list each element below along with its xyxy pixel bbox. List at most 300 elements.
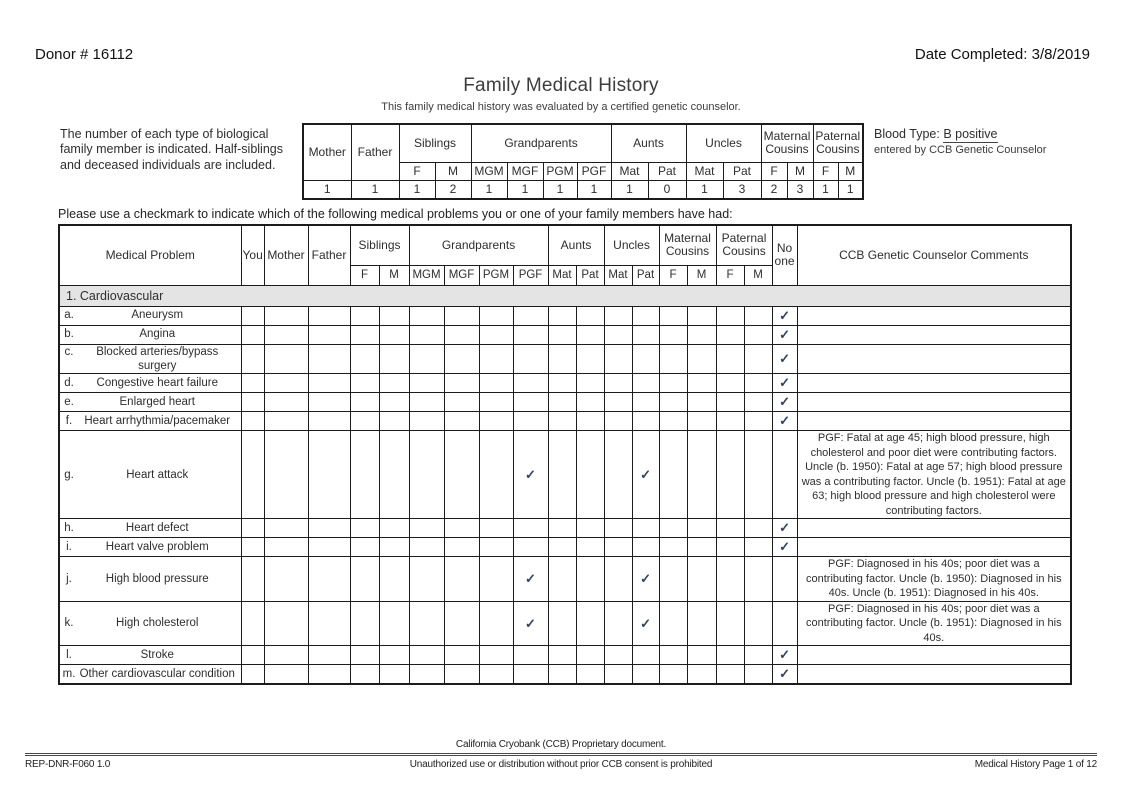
- check-cell: [241, 374, 264, 393]
- subcol-header: PGM: [479, 265, 513, 285]
- count-value: 1: [351, 180, 399, 199]
- check-cell: [308, 393, 350, 412]
- check-cell: [604, 306, 632, 325]
- check-cell: [687, 306, 716, 325]
- checkmark-icon: ✓: [779, 647, 790, 663]
- check-cell: [772, 601, 797, 646]
- check-cell: [409, 325, 444, 344]
- subcol-header: M: [744, 265, 772, 285]
- check-cell: [604, 646, 632, 665]
- check-cell: [604, 519, 632, 538]
- problem-letter: f.: [65, 415, 73, 428]
- check-cell: [576, 325, 604, 344]
- check-cell: [308, 519, 350, 538]
- medical-problem-cell: [59, 325, 241, 344]
- check-cell: [659, 325, 687, 344]
- check-cell: [350, 665, 379, 684]
- medical-table-body: [59, 285, 1071, 684]
- check-cell: [548, 557, 576, 602]
- check-cell: [379, 325, 409, 344]
- check-cell: [772, 665, 797, 684]
- count-value: 1: [471, 180, 507, 199]
- check-cell: [576, 393, 604, 412]
- check-cell: [659, 665, 687, 684]
- medical-problem-cell: [59, 393, 241, 412]
- check-cell: [444, 601, 479, 646]
- check-cell: [350, 431, 379, 519]
- check-cell: [308, 374, 350, 393]
- check-cell: [576, 665, 604, 684]
- col-header-grandparents: Grandparents: [409, 225, 548, 265]
- check-cell: [632, 538, 659, 557]
- problem-label: Heart attack: [126, 468, 189, 481]
- check-cell: [479, 519, 513, 538]
- check-cell: [687, 601, 716, 646]
- check-cell: [513, 306, 548, 325]
- subcol-header: Pat: [648, 162, 686, 180]
- check-cell: [444, 412, 479, 431]
- check-cell: [379, 306, 409, 325]
- subcol-header: M: [787, 162, 813, 180]
- check-cell: [632, 374, 659, 393]
- check-cell: [379, 412, 409, 431]
- comment-cell: [797, 325, 1071, 344]
- subcol-header: F: [659, 265, 687, 285]
- donor-number: Donor # 16112: [35, 46, 134, 63]
- check-cell: [308, 601, 350, 646]
- check-cell: [241, 538, 264, 557]
- instruction-text: Please use a checkmark to indicate which of the following medical problems you or one of your family members have had:: [58, 207, 733, 221]
- check-cell: [744, 431, 772, 519]
- problem-label: Other cardiovascular condition: [79, 668, 235, 680]
- page-subtitle: This family medical history was evaluated by a certified genetic counselor.: [381, 101, 741, 113]
- check-cell: [409, 412, 444, 431]
- check-cell: [379, 374, 409, 393]
- medical-problem-cell: [59, 665, 241, 684]
- check-cell: [632, 325, 659, 344]
- document-header: [0, 0, 1122, 63]
- check-cell: [479, 412, 513, 431]
- checkmark-icon: ✓: [779, 394, 790, 410]
- check-cell: [264, 557, 308, 602]
- count-value: 3: [787, 180, 813, 199]
- check-cell: [264, 412, 308, 431]
- subcol-header: M: [838, 162, 863, 180]
- check-cell: [479, 431, 513, 519]
- check-cell: [513, 412, 548, 431]
- comment-cell: [797, 412, 1071, 431]
- check-cell: [444, 646, 479, 665]
- checkmark-icon: ✓: [779, 307, 790, 323]
- checkmark-icon: ✓: [640, 615, 651, 631]
- check-cell: [241, 412, 264, 431]
- problem-label: High blood pressure: [105, 572, 209, 585]
- check-cell: [241, 306, 264, 325]
- check-cell: [744, 601, 772, 646]
- check-cell: [687, 412, 716, 431]
- check-cell: [264, 538, 308, 557]
- check-cell: [350, 538, 379, 557]
- problem-label: Aneurysm: [131, 309, 184, 322]
- count-value: 3: [723, 180, 761, 199]
- check-cell: [632, 601, 659, 646]
- subcol-header: Mat: [686, 162, 723, 180]
- check-cell: [576, 374, 604, 393]
- subcol-header: M: [435, 162, 471, 180]
- table-row: [59, 325, 1071, 344]
- check-cell: [548, 665, 576, 684]
- check-cell: [632, 344, 659, 374]
- family-counts-table: [302, 123, 864, 200]
- check-cell: [513, 646, 548, 665]
- col-header-father: Father: [308, 225, 350, 285]
- problem-letter: b.: [64, 328, 74, 341]
- medical-problem-cell: [59, 374, 241, 393]
- check-cell: [772, 344, 797, 374]
- subcol-header: F: [716, 265, 744, 285]
- count-value: 1: [303, 180, 351, 199]
- check-cell: [716, 557, 744, 602]
- subcol-header: Pat: [723, 162, 761, 180]
- count-value: 2: [761, 180, 787, 199]
- subcol-header: MGF: [444, 265, 479, 285]
- check-cell: [308, 538, 350, 557]
- check-cell: [350, 306, 379, 325]
- count-value: 1: [686, 180, 723, 199]
- check-cell: [772, 538, 797, 557]
- checkmark-icon: ✓: [779, 413, 790, 429]
- check-cell: [687, 431, 716, 519]
- check-cell: [744, 665, 772, 684]
- blood-type-value: B positive: [943, 127, 998, 141]
- check-cell: [379, 431, 409, 519]
- check-cell: [659, 646, 687, 665]
- check-cell: [716, 519, 744, 538]
- check-cell: [744, 412, 772, 431]
- col-header-aunts: Aunts: [548, 225, 604, 265]
- check-cell: [308, 344, 350, 374]
- count-value: 1: [543, 180, 577, 199]
- check-cell: [744, 374, 772, 393]
- check-cell: [379, 538, 409, 557]
- problem-label: Heart defect: [125, 522, 189, 535]
- check-cell: [379, 665, 409, 684]
- medical-problem-cell: [59, 431, 241, 519]
- checkmark-icon: ✓: [779, 350, 790, 366]
- check-cell: [241, 646, 264, 665]
- medical-problem-cell: [59, 557, 241, 602]
- check-cell: [772, 306, 797, 325]
- check-cell: [772, 519, 797, 538]
- page-number: Medical History Page 1 of 12: [974, 759, 1097, 770]
- check-cell: [604, 665, 632, 684]
- col-header-mother: Mother: [264, 225, 308, 285]
- problem-letter: e.: [64, 396, 74, 409]
- form-code: REP-DNR-F060 1.0: [25, 759, 111, 770]
- check-cell: [479, 325, 513, 344]
- check-cell: [264, 374, 308, 393]
- check-cell: [308, 557, 350, 602]
- check-cell: [444, 557, 479, 602]
- check-cell: [308, 325, 350, 344]
- subcol-header: F: [350, 265, 379, 285]
- check-cell: [716, 306, 744, 325]
- page-title: Family Medical History: [463, 75, 659, 96]
- family-counts-intro: The number of each type of biological family member is indicated. Half-siblings and deceased individuals are included.: [60, 127, 283, 172]
- col-header-maternal-cousins: Maternal Cousins: [659, 225, 716, 265]
- count-value: 1: [611, 180, 648, 199]
- family-counts-section: [60, 123, 1122, 200]
- check-cell: [716, 374, 744, 393]
- check-cell: [444, 665, 479, 684]
- check-cell: [772, 374, 797, 393]
- col-header-no-one: No one: [772, 225, 797, 285]
- table-row: [59, 393, 1071, 412]
- check-cell: [350, 557, 379, 602]
- check-cell: [548, 344, 576, 374]
- checkmark-icon: ✓: [525, 571, 536, 587]
- col-header-maternal-cousins: Maternal Cousins: [761, 124, 813, 162]
- col-header-aunts: Aunts: [611, 124, 686, 162]
- check-cell: [716, 601, 744, 646]
- check-cell: [379, 557, 409, 602]
- check-cell: [716, 344, 744, 374]
- subcol-header: M: [687, 265, 716, 285]
- subcol-header: PGM: [543, 162, 577, 180]
- check-cell: [744, 306, 772, 325]
- medical-problem-cell: [59, 538, 241, 557]
- check-cell: [479, 646, 513, 665]
- check-cell: [687, 557, 716, 602]
- comment-cell: [797, 538, 1071, 557]
- problem-letter: c.: [64, 345, 74, 358]
- check-cell: [409, 538, 444, 557]
- check-cell: [604, 557, 632, 602]
- check-cell: [659, 344, 687, 374]
- col-header-father: Father: [351, 124, 399, 180]
- check-cell: [379, 646, 409, 665]
- problem-label: Congestive heart failure: [96, 377, 218, 390]
- check-cell: [576, 646, 604, 665]
- check-cell: [687, 344, 716, 374]
- section-header-row: [59, 285, 1071, 306]
- check-cell: [772, 393, 797, 412]
- check-cell: [444, 431, 479, 519]
- table-row: [59, 601, 1071, 646]
- check-cell: [264, 665, 308, 684]
- check-cell: [604, 412, 632, 431]
- comment-cell: PGF: Diagnosed in his 40s; poor diet was a contributing factor. Uncle (b. 1951): Diagnosed in his 40s.: [797, 601, 1071, 646]
- check-cell: [350, 601, 379, 646]
- check-cell: [264, 601, 308, 646]
- check-cell: [241, 665, 264, 684]
- checkmark-icon: ✓: [779, 375, 790, 391]
- subcol-header: M: [379, 265, 409, 285]
- col-header-medical-problem: Medical Problem: [59, 225, 241, 285]
- problem-letter: d.: [64, 377, 74, 390]
- comment-cell: [797, 393, 1071, 412]
- subcol-header: F: [813, 162, 838, 180]
- col-header-paternal-cousins: Paternal Cousins: [716, 225, 772, 265]
- check-cell: [632, 412, 659, 431]
- checkmark-icon: ✓: [779, 326, 790, 342]
- comment-cell: PGF: Diagnosed in his 40s; poor diet was a contributing factor. Uncle (b. 1950): Diagnosed in his 40s. Uncle (b. 1951): Diagnosed in his 40s.: [797, 557, 1071, 602]
- check-cell: [772, 325, 797, 344]
- medical-problem-cell: [59, 306, 241, 325]
- subcol-header: Mat: [611, 162, 648, 180]
- col-header-uncles: Uncles: [604, 225, 659, 265]
- check-cell: [576, 431, 604, 519]
- comment-cell: [797, 665, 1071, 684]
- check-cell: [772, 557, 797, 602]
- check-cell: [744, 393, 772, 412]
- check-cell: [513, 344, 548, 374]
- check-cell: [744, 538, 772, 557]
- check-cell: [241, 344, 264, 374]
- check-cell: [513, 519, 548, 538]
- table-row: [59, 557, 1071, 602]
- check-cell: [409, 393, 444, 412]
- check-cell: [350, 646, 379, 665]
- check-cell: [548, 325, 576, 344]
- check-cell: [604, 431, 632, 519]
- check-cell: [513, 431, 548, 519]
- check-cell: [576, 412, 604, 431]
- check-cell: [659, 374, 687, 393]
- problem-letter: i.: [66, 541, 72, 554]
- medical-history-table: [58, 224, 1072, 685]
- check-cell: [513, 393, 548, 412]
- section-title: 1. Cardiovascular: [59, 285, 1071, 306]
- check-cell: [264, 646, 308, 665]
- check-cell: [687, 393, 716, 412]
- check-cell: [576, 519, 604, 538]
- check-cell: [632, 431, 659, 519]
- subcol-header: MGM: [409, 265, 444, 285]
- check-cell: [716, 325, 744, 344]
- check-cell: [548, 519, 576, 538]
- check-cell: [379, 519, 409, 538]
- check-cell: [687, 665, 716, 684]
- check-cell: [632, 665, 659, 684]
- problem-label: Heart valve problem: [105, 541, 209, 554]
- col-header-grandparents: Grandparents: [471, 124, 611, 162]
- check-cell: [479, 557, 513, 602]
- check-cell: [444, 519, 479, 538]
- problem-label: Enlarged heart: [119, 396, 195, 409]
- comment-cell: [797, 306, 1071, 325]
- check-cell: [241, 393, 264, 412]
- check-cell: [350, 519, 379, 538]
- check-cell: [632, 646, 659, 665]
- check-cell: [716, 646, 744, 665]
- check-cell: [308, 665, 350, 684]
- problem-letter: j.: [66, 572, 72, 585]
- check-cell: [264, 393, 308, 412]
- problem-letter: h.: [64, 522, 74, 535]
- check-cell: [716, 412, 744, 431]
- check-cell: [444, 325, 479, 344]
- table-row: [59, 665, 1071, 684]
- subcol-header: F: [399, 162, 435, 180]
- check-cell: [409, 431, 444, 519]
- check-cell: [772, 431, 797, 519]
- subcol-header: Mat: [548, 265, 576, 285]
- comment-cell: [797, 344, 1071, 374]
- check-cell: [479, 344, 513, 374]
- check-cell: [744, 519, 772, 538]
- check-cell: [444, 374, 479, 393]
- check-cell: [379, 601, 409, 646]
- document-footer: [25, 739, 1097, 770]
- check-cell: [744, 344, 772, 374]
- col-header-uncles: Uncles: [686, 124, 761, 162]
- check-cell: [479, 601, 513, 646]
- count-value: 1: [399, 180, 435, 199]
- check-cell: [659, 412, 687, 431]
- check-cell: [264, 344, 308, 374]
- problem-letter: k.: [64, 617, 74, 630]
- check-cell: [409, 665, 444, 684]
- check-cell: [513, 601, 548, 646]
- subcol-header: F: [761, 162, 787, 180]
- medical-problem-cell: [59, 519, 241, 538]
- check-cell: [264, 306, 308, 325]
- check-cell: [604, 538, 632, 557]
- check-cell: [241, 601, 264, 646]
- check-cell: [513, 557, 548, 602]
- check-cell: [632, 306, 659, 325]
- check-cell: [308, 412, 350, 431]
- check-cell: [604, 393, 632, 412]
- check-cell: [604, 374, 632, 393]
- check-cell: [409, 374, 444, 393]
- check-cell: [264, 519, 308, 538]
- check-cell: [659, 519, 687, 538]
- check-cell: [548, 393, 576, 412]
- check-cell: [548, 431, 576, 519]
- subcol-header: Pat: [632, 265, 659, 285]
- check-cell: [409, 557, 444, 602]
- check-cell: [479, 306, 513, 325]
- check-cell: [659, 538, 687, 557]
- unauthorized-notice: Unauthorized use or distribution without prior CCB consent is prohibited: [409, 759, 713, 770]
- check-cell: [444, 306, 479, 325]
- check-cell: [744, 646, 772, 665]
- problem-label: High cholesterol: [116, 617, 199, 630]
- checkmark-icon: ✓: [640, 466, 651, 482]
- check-cell: [409, 601, 444, 646]
- check-cell: [241, 431, 264, 519]
- check-cell: [350, 344, 379, 374]
- problem-letter: l.: [66, 649, 72, 662]
- comment-cell: PGF: Fatal at age 45; high blood pressure, high cholesterol and poor diet were contributing factors. Uncle (b. 1950): Fatal at age 57; high blood pressure was a contributing factor. Uncle (b. 1951): Fatal at age 63; high blood pressure and high cholesterol were contributing factors.: [797, 431, 1071, 519]
- problem-label: Angina: [139, 328, 176, 341]
- subcol-header: PGF: [577, 162, 611, 180]
- checkmark-icon: ✓: [779, 520, 790, 536]
- problem-letter: m.: [62, 668, 76, 680]
- check-cell: [513, 325, 548, 344]
- check-cell: [687, 519, 716, 538]
- check-cell: [479, 665, 513, 684]
- check-cell: [576, 344, 604, 374]
- check-cell: [409, 646, 444, 665]
- table-row: [59, 646, 1071, 665]
- blood-type-block: [874, 123, 1046, 156]
- problem-label: Stroke: [140, 649, 174, 662]
- check-cell: [604, 344, 632, 374]
- checkmark-icon: ✓: [779, 666, 790, 682]
